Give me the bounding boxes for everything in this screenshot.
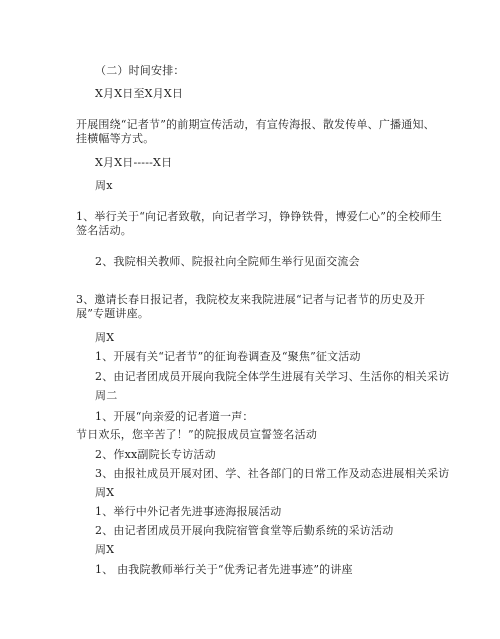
- section-heading: （二）时间安排：: [95, 64, 185, 77]
- week-heading: 周二: [95, 389, 118, 402]
- week-item-continuation: 节日欢乐，您辛苦了！”的院报成员宣誓签名活动: [76, 428, 318, 441]
- phase1-week: 周x: [95, 179, 113, 192]
- week-heading: 周X: [95, 543, 115, 556]
- week-item: 1、举行中外记者先进事迹海报展活动: [95, 505, 282, 518]
- list-item-2: 2、我院相关教师、院报社向全院师生举行见面交流会: [95, 255, 360, 268]
- intro-paragraph: 开展围绕“记者节”的前期宣传活动，有宣传海报、散发传单、广播通知、挂横幅等方式。: [76, 118, 435, 145]
- list-item-1: 1、举行关于“向记者致敬，向记者学习，铮铮铁骨，博爱仁心”的全校师生签名活动。: [76, 210, 443, 237]
- week-item: 2、由记者团成员开展向我院全体学生进展有关学习、生活你的相关采访: [95, 370, 450, 383]
- date-range: X月X日至X月X日: [95, 87, 184, 100]
- week-item: 1、开展“向亲爱的记者道一声：: [95, 410, 254, 423]
- week-heading: 周X: [95, 486, 115, 499]
- week-item: 3、由报社成员开展对团、学、社各部门的日常工作及动态进展相关采访: [95, 467, 450, 480]
- week-item: 2、作xx副院长专访活动: [95, 448, 216, 461]
- week-item: 2、由记者团成员开展向我院宿管食堂等后勤系统的采访活动: [95, 524, 394, 537]
- phase1-date: X月X日-----X日: [95, 156, 173, 169]
- week-heading: 周X: [95, 331, 115, 344]
- week-item: 1、开展有关“记者节”的征询卷调查及“聚焦”征文活动: [95, 350, 361, 363]
- week-item: 1、 由我院教师举行关于“优秀记者先进事迹”的讲座: [95, 563, 353, 576]
- list-item-3: 3、邀请长春日报记者，我院校友来我院进展“记者与记者节的历史及开展”专题讲座。: [76, 293, 426, 320]
